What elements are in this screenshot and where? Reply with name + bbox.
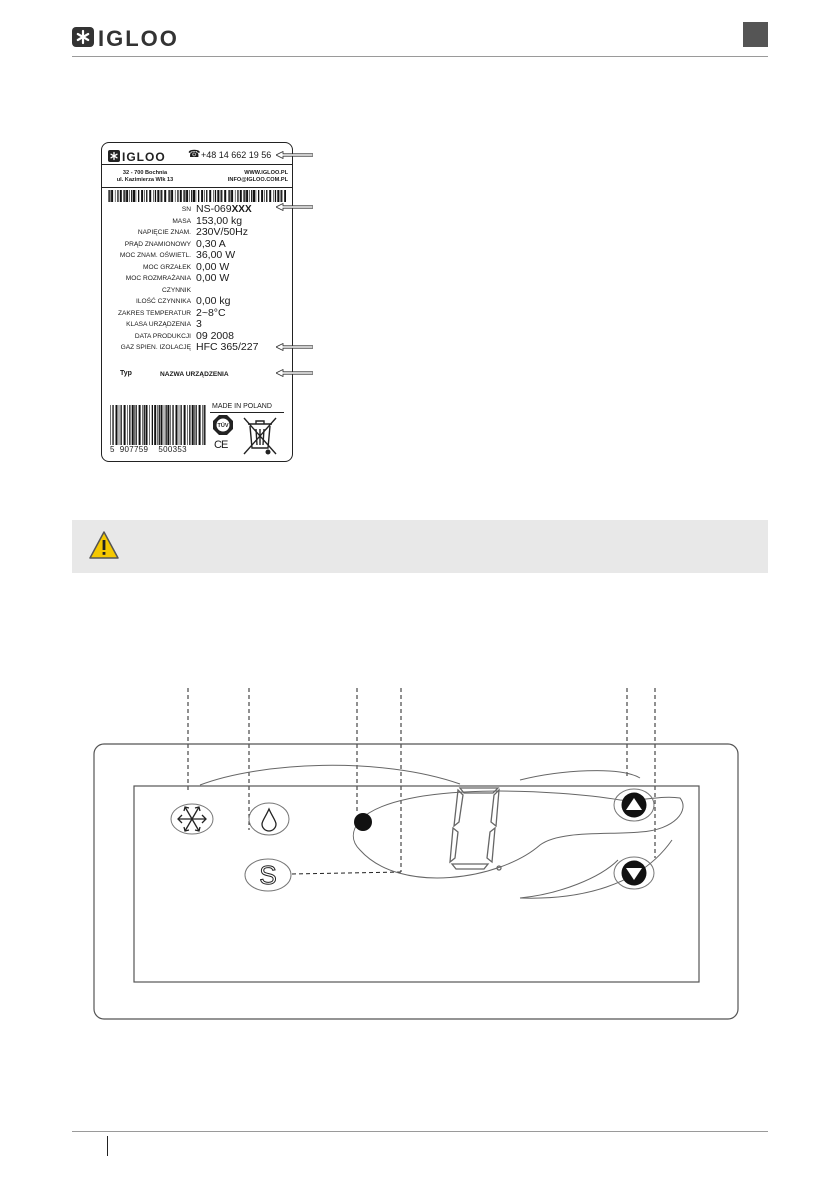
panel-swoosh (520, 771, 640, 780)
spec-label: MASA (172, 217, 191, 225)
panel-swoosh (200, 765, 460, 785)
type-value: NAZWA URZĄDZENIA (160, 371, 229, 378)
ean-barcode (110, 405, 206, 445)
spec-label: DATA PRODUKCJI (134, 332, 191, 340)
pointer-arrow (276, 151, 313, 159)
svg-text:IGLOO: IGLOO (98, 26, 179, 50)
spec-row (102, 216, 292, 227)
spec-row (102, 285, 292, 296)
spec-label: PRĄD ZNAMIONOWY (124, 240, 191, 248)
ean-number: 5 907759 500353 (110, 445, 187, 454)
spec-row (102, 204, 292, 215)
arrow-down-button (614, 857, 654, 889)
made-in-underline (210, 412, 284, 413)
spec-value: 3 (196, 318, 202, 330)
plate-phone: +48 14 662 19 56 (201, 150, 272, 160)
spec-label: MOC ROZMRAŻANIA (125, 275, 191, 282)
spec-row (102, 296, 292, 307)
spec-row (102, 273, 292, 284)
spec-label: SN (181, 206, 191, 213)
snowflake-icon (171, 804, 213, 834)
spec-label: ILOŚĆ CZYNNIKA (136, 298, 191, 305)
arrow-up-button (614, 789, 654, 821)
igloo-logo (72, 24, 212, 50)
serial-barcode (108, 190, 286, 202)
type-label: Typ (120, 370, 132, 377)
warning-icon (88, 530, 120, 560)
header-divider (72, 56, 768, 57)
spec-label: GAZ SPIEN. IZOLACJĘ (120, 344, 191, 351)
spec-value: NS-069XXX (196, 203, 252, 215)
spec-row (102, 331, 292, 342)
pointer-arrow (276, 369, 313, 377)
footer-page-marker (107, 1136, 108, 1156)
pointer-arrow (276, 343, 313, 351)
spec-row (102, 262, 292, 273)
plate-logo (108, 149, 180, 163)
spec-label: CZYNNIK (162, 286, 191, 294)
plate-contact: WWW.IGLOO.PL INFO@IGLOO.COM.PL (227, 170, 288, 183)
rating-plate (101, 142, 293, 462)
spec-value: 230V/50Hz (196, 226, 248, 238)
warning-box (72, 520, 768, 573)
spec-row (102, 250, 292, 261)
spec-label: KLASA URZĄDZENIA (126, 321, 191, 328)
plate-divider (102, 187, 292, 188)
pointer-arrow (276, 203, 313, 211)
svg-text:S: S (259, 860, 277, 890)
spec-label: NAPIĘCIE ZNAM. (137, 229, 191, 236)
spec-value: 2~8°C (196, 306, 226, 319)
spec-label: MOC ZNAM. OŚWIETL. (119, 252, 191, 259)
spec-label: MOC GRZAŁEK (143, 263, 191, 271)
spec-value: 0,30 A (196, 237, 226, 250)
made-in-label: MADE IN POLAND (212, 403, 272, 410)
spec-row (102, 227, 292, 238)
spec-value: 153,00 kg (196, 214, 243, 227)
ce-mark: CE (214, 439, 228, 451)
spec-value: 36,00 W (196, 249, 236, 261)
spec-row (102, 319, 292, 330)
water-drop-icon (249, 803, 289, 835)
spec-value: HFC 365/227 (196, 341, 259, 353)
panel-swoosh (520, 840, 672, 898)
panel-swoosh (520, 860, 618, 898)
spec-row (102, 239, 292, 250)
seven-segment-display (450, 788, 501, 870)
page-section-marker (743, 22, 768, 47)
crossed-bin-icon (236, 414, 284, 458)
spec-row (102, 342, 292, 353)
spec-row (102, 308, 292, 319)
leader-lines (188, 688, 655, 874)
tuv-icon (212, 414, 234, 436)
phone-icon: ☎ (188, 149, 201, 160)
plate-divider (102, 164, 292, 165)
svg-text:TÜV: TÜV (217, 423, 229, 430)
footer-divider (72, 1131, 768, 1132)
control-panel-diagram (0, 680, 840, 1030)
spec-value: 0,00 W (196, 260, 230, 273)
spec-label: ZAKRES TEMPERATUR (117, 309, 191, 317)
status-led (354, 813, 372, 831)
spec-value: 09 2008 (196, 329, 234, 342)
service-button (245, 859, 291, 891)
svg-text:IGLOO: IGLOO (122, 150, 166, 163)
plate-address: 32 - 700 Bochnia ul. Kazimierza Wlk 13 (116, 170, 174, 183)
spec-value: 0,00 kg (196, 295, 231, 307)
spec-value: 0,00 W (196, 272, 230, 284)
